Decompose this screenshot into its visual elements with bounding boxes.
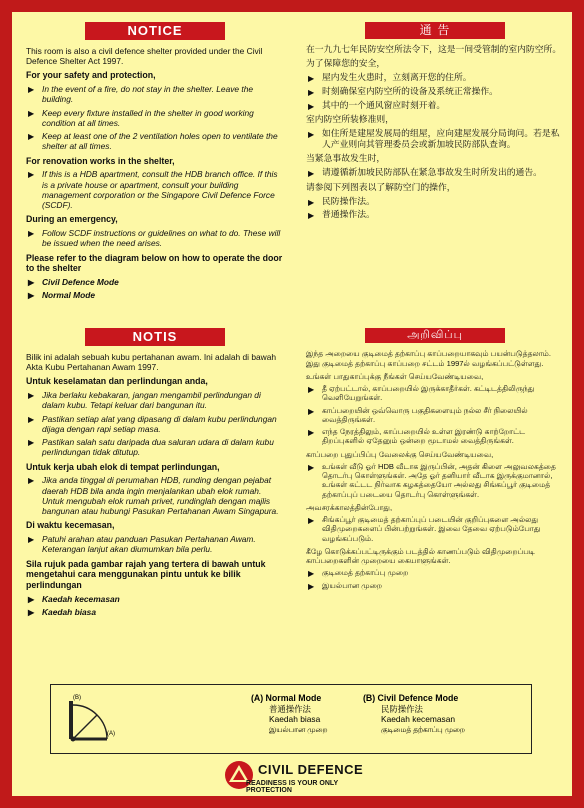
triangle-bullet-icon: ▶ [308, 581, 315, 591]
modes-list-ms [26, 594, 284, 618]
safety-heading-ms: Untuk keselamatan dan perlindungan anda, [26, 376, 208, 387]
diagram-heading-ms: Sila rujuk pada gambar rajah yang tertera di bawah untuk mengetahui cara menggunakan pintu untuk ke bilik perlindungan [26, 558, 266, 590]
brand-name: CIVIL DEFENCE [258, 762, 364, 777]
triangle-bullet-icon: ▶ [28, 607, 35, 617]
notice-chinese [306, 22, 564, 224]
renovation-list-ms [26, 475, 284, 516]
list-item: ▶ எந்த நேரத்திலும், காப்பறையில் உள்ள இரண்டு காற்றோட்ட திறப்புகளில் ஏதேனும் ஒன்றை மூடாமல் வைத்திருங்கள். [308, 427, 526, 446]
diagram-label-b: (B) [73, 695, 81, 701]
list-item: ▶ உங்கள் வீடு ஓர் HDB வீடாக இருப்பின், அதன் கிளை அலுவலகத்தை தொடர்பு கொள்ளுங்கள். அதே ஓர் தனியார் வீடாக இருக்குமானால், உங்கள் கட்டட நிர்வாக கழகத்தையோ அல்லது சிங்கப்பூர் குடிமைத் தற்காப்புப் படையை தொடர்பு கொள்ளுங்கள். [308, 461, 556, 499]
list-item: ▶ Pastikan salah satu daripada dua saluran udara di dalam kubu perlindungan tidak ditutup. [28, 437, 274, 458]
list-item: ▶ Patuhi arahan atau panduan Pasukan Pertahanan Awam. Keterangan lanjut akan diumumkan bila perlu. [28, 534, 256, 555]
renovation-heading-en: For renovation works in the shelter, [26, 155, 175, 166]
modes-list-en [26, 277, 284, 301]
triangle-bullet-icon: ▶ [28, 108, 35, 118]
list-item: ▶ 民防操作法。 [308, 196, 375, 207]
list-item: ▶ 普通操作法。 [308, 210, 375, 221]
notice-tamil [306, 328, 564, 593]
list-item: ▶ Civil Defence Mode [28, 276, 119, 287]
notice-english [26, 22, 284, 303]
civil-defence-logo [224, 760, 384, 794]
triangle-bullet-icon: ▶ [308, 385, 315, 395]
renovation-heading-zh: 室内防空所装修准则， [306, 115, 394, 126]
diagram-heading-en: Please refer to the diagram below on how to operate the door to the shelter [26, 252, 283, 274]
legend-marker-a: (A) [251, 693, 264, 703]
triangle-bullet-icon: ▶ [28, 391, 35, 401]
triangle-bullet-icon: ▶ [308, 101, 315, 111]
list-item: ▶ Normal Mode [28, 290, 96, 301]
triangle-bullet-icon: ▶ [28, 85, 35, 95]
list-item: ▶ தீ ஏற்பட்டால், காப்பறையில் இருக்காதீர்கள். கட்டிடத்திலிருந்து வெளியேறுங்கள். [308, 384, 535, 403]
emergency-heading-en: During an emergency, [26, 214, 118, 225]
list-item: ▶ Kaedah biasa [28, 606, 96, 617]
triangle-bullet-icon: ▶ [308, 129, 315, 139]
list-item: ▶ காப்பறையின் ஒவ்வொரு பகுதிகளையும் நல்ல சீர் நிலையில் வைத்திருங்கள். [308, 405, 528, 424]
diagram-heading-ta: கீழே கொடுக்கப்பட்டிருக்கும் படத்தில் காணப்படும் விதிமுறைப்படி காப்பறைகளின் முறையை கையாளுங்கள். [306, 546, 535, 566]
legend-ta-b: குடிமைத் தற்காப்பு முறை [381, 724, 465, 734]
intro-zh: 在一九九七年民防安空所法令下，这是一间受管制的室内防空所。 [306, 44, 562, 55]
safety-list-zh [306, 73, 564, 111]
triangle-bullet-icon: ▶ [308, 211, 315, 221]
triangle-bullet-icon: ▶ [28, 414, 35, 424]
notice-malay [26, 328, 284, 620]
intro-ms: Bilik ini adalah sebuah kubu pertahanan awam. Ini adalah di bawah Akta Kubu Pertahanan Awam 1997. [26, 351, 277, 373]
triangle-bullet-icon: ▶ [28, 229, 35, 239]
list-item: ▶ In the event of a fire, do not stay in the shelter. Leave the building. [28, 84, 254, 105]
legend-ms-b: Kaedah kecemasan [381, 714, 456, 725]
safety-list-ms [26, 390, 284, 458]
list-item: ▶ Keep every fixture installed in the shelter in good working condition at all times. [28, 107, 254, 128]
triangle-bullet-icon: ▶ [308, 87, 315, 97]
notice-title-zh: 通 告 [365, 22, 505, 39]
list-item: ▶ 屋内发生火患时，立刻离开您的住所。 [308, 73, 472, 84]
safety-list-ta [306, 384, 564, 446]
list-item: ▶ 时刻确保室内防空所的设备及系统正常操作。 [308, 86, 498, 97]
list-item: ▶ 请遵循新加坡民防部队在紧急事故发生时所发出的通告。 [308, 168, 542, 179]
renovation-heading-ta: காப்பறை புதுப்பிப்பு வேலைக்கு செய்யவேண்டியவை, [306, 449, 494, 459]
list-item: ▶ Pastikan setiap alat yang dipasang di dalam kubu perlindungan dijaga dengan rapi setiap masa. [28, 413, 277, 434]
renovation-list-en [26, 169, 284, 210]
footer [12, 760, 572, 794]
list-item: ▶ இயல்பான முறை [308, 580, 383, 591]
notice-title-en: NOTICE [85, 22, 225, 40]
triangle-bullet-icon: ▶ [308, 406, 315, 416]
notice-title-ms: NOTIS [85, 328, 225, 346]
triangle-bullet-icon: ▶ [308, 428, 315, 438]
list-item: ▶ Jika anda tinggal di perumahan HDB, runding dengan pejabat daerah HDB bila anda ingin menjalankan ubah elok rumah. Untuk mengubah elok rumah privet, rundinglah dengan majlis bangunan atau hubungi Pasukan Pertahanan Awam Singapura. [28, 475, 279, 517]
emergency-heading-ta: அவசரக்காலத்தின்போது, [306, 502, 393, 512]
legend-marker-b: (B) [363, 693, 376, 703]
legend-ta-a: இயல்பான முறை [269, 724, 328, 734]
list-item: ▶ Jika berlaku kebakaran, jangan mengambil perlindungan di dalam kubu. Tetapi keluar dari bangunan itu. [28, 390, 261, 411]
modes-list-zh [306, 197, 564, 221]
triangle-bullet-icon: ▶ [308, 169, 315, 179]
door-diagram [50, 684, 532, 754]
list-item: ▶ குடிமைத் தற்காப்பு முறை [308, 568, 409, 579]
normal-mode-legend [251, 693, 327, 734]
emergency-list-ta [306, 515, 564, 543]
triangle-bullet-icon: ▶ [308, 462, 315, 472]
triangle-bullet-icon: ▶ [28, 476, 35, 486]
emergency-list-ms [26, 534, 284, 555]
brand-tagline: READINESS IS YOUR ONLY PROTECTION [246, 780, 339, 794]
triangle-bullet-icon: ▶ [308, 516, 315, 526]
legend-title-b: Civil Defence Mode [377, 693, 459, 703]
triangle-bullet-icon: ▶ [28, 277, 35, 287]
triangle-bullet-icon: ▶ [28, 438, 35, 448]
intro-ta: இந்த அறையை குடிமைத் தற்காப்பு காப்பறையாகவும் பயன்படுத்தலாம். இது குடிமைத் தற்காப்பு காப்பறை சட்டம் 1997ல் வழங்கப்பட்டுள்ளது. [306, 349, 552, 368]
triangle-bullet-icon: ▶ [308, 197, 315, 207]
triangle-bullet-icon: ▶ [28, 535, 35, 545]
diagram-label-a: (A) [107, 731, 115, 737]
emergency-list-zh [306, 168, 564, 179]
triangle-bullet-icon: ▶ [28, 170, 35, 180]
legend-zh-b: 民防操作法 [381, 703, 423, 714]
door-handle-diagram-icon [63, 693, 123, 745]
notice-sheet [12, 12, 572, 796]
list-item: ▶ Keep at least one of the 2 ventilation holes open to ventilate the shelter at all times. [28, 131, 278, 152]
legend-ms-a: Kaedah biasa [269, 714, 321, 725]
renovation-list-zh [306, 129, 564, 150]
triangle-bullet-icon: ▶ [28, 594, 35, 604]
list-item: ▶ 如住所是建屋发展局的组屋，应向建屋发展分局询问。若是私人产业则向其管理委员会或新加坡民防部队查询。 [308, 128, 560, 150]
modes-list-ta [306, 568, 564, 590]
legend-title-a: Normal Mode [265, 693, 322, 703]
list-item: ▶ 其中的一个通风窗应时刻开着。 [308, 100, 446, 111]
triangle-bullet-icon: ▶ [28, 132, 35, 142]
civil-defence-mode-legend [363, 693, 465, 734]
triangle-bullet-icon: ▶ [28, 291, 35, 301]
notice-title-ta: அறிவிப்பு [365, 328, 505, 343]
emergency-heading-zh: 当紧急事故发生时， [306, 154, 386, 165]
list-item: ▶ Follow SCDF instructions or guidelines on what to do. These will be issued when the need arises. [28, 228, 281, 249]
list-item: ▶ If this is a HDB apartment, consult the HDB branch office. If this is a private house or apartment, consult your building management corporation or the Singapore Civil Defence Force (SCDF). [28, 169, 278, 211]
list-item: ▶ சிங்கப்பூர் குடிமைத் தற்காப்புப் படையின் குறிப்புகளை அல்லது விதிமுறைகளைப் பின்பற்றுங்கள். இவை தேவை ஏற்படும்போது வழங்கப்படும். [308, 515, 541, 543]
list-item: ▶ Kaedah kecemasan [28, 593, 120, 604]
diagram-heading-zh: 请参阅下列图表以了解防空门的操作， [306, 182, 456, 193]
intro-en: This room is also a civil defence shelter provided under the Civil Defence Shelter Act 1997. [26, 45, 263, 67]
safety-list-en [26, 84, 284, 152]
safety-heading-ta: உங்கள் பாதுகாப்புக்கு நீங்கள் செய்யவேண்டியவை, [306, 371, 484, 381]
emergency-heading-ms: Di waktu kecemasan, [26, 520, 115, 531]
safety-heading-en: For your safety and protection, [26, 70, 156, 81]
emergency-list-en [26, 228, 284, 249]
legend-zh-a: 普通操作法 [269, 703, 311, 714]
triangle-bullet-icon: ▶ [308, 569, 315, 579]
triangle-bullet-icon: ▶ [308, 74, 315, 84]
safety-heading-zh: 为了保障您的安全， [306, 59, 386, 70]
renovation-list-ta [306, 462, 564, 499]
renovation-heading-ms: Untuk kerja ubah elok di tempat perlindungan, [26, 461, 220, 472]
